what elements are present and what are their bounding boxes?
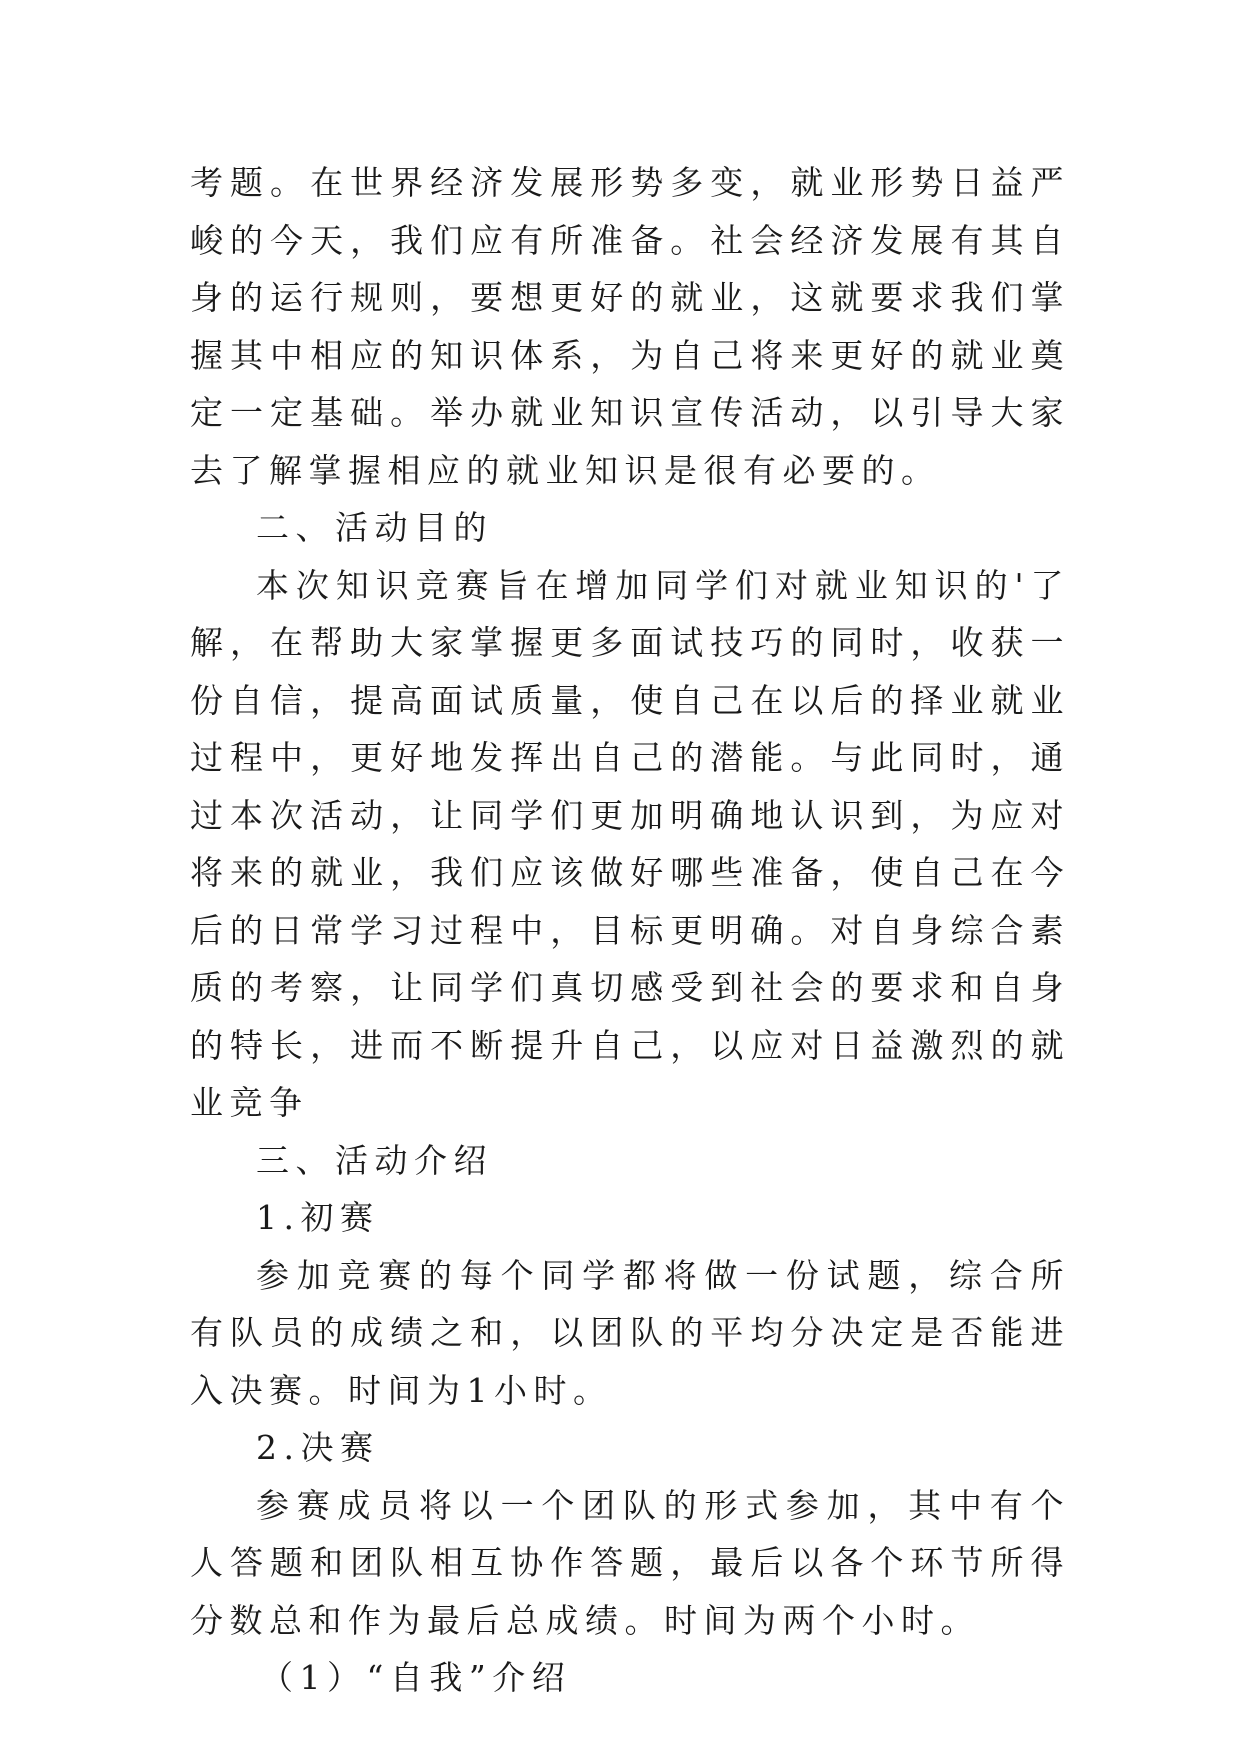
paragraph-final-round: 参赛成员将以一个团队的形式参加，其中有个人答题和团队相互协作答题，最后以各个环节所得分数总和作为最后总成绩。时间为两个小时。	[190, 1485, 1070, 1640]
document-body	[190, 154, 1070, 1707]
section-heading-activity-purpose: 二、活动目的	[256, 508, 493, 547]
subheading-preliminary-round: 1.初赛	[256, 1198, 380, 1237]
subheading-self-introduction: （1）“自我”介绍	[260, 1658, 572, 1697]
paragraph-activity-purpose: 本次知识竞赛旨在增加同学们对就业知识的'了解，在帮助大家掌握更多面试技巧的同时，收获一份自信，提高面试质量，使自己在以后的择业就业过程中，更好地发挥出自己的潜能。与此同时，通过本次活动，让同学们更加明确地认识到，为应对将来的就业，我们应该做好哪些准备，使自己在今后的日常学习过程中，目标更明确。对自身综合素质的考察，让同学们真切感受到社会的要求和自身的特长，进而不断提升自己，以应对日益激烈的就业竞争	[190, 565, 1070, 1122]
subheading-final-round: 2.决赛	[256, 1428, 380, 1467]
paragraph-preliminary-round: 参加竞赛的每个同学都将做一份试题，综合所有队员的成绩之和，以团队的平均分决定是否能进入决赛。时间为1小时。	[190, 1255, 1070, 1410]
section-heading-activity-introduction: 三、活动介绍	[256, 1140, 493, 1180]
paragraph-background-continued: 考题。在世界经济发展形势多变，就业形势日益严峻的今天，我们应有所准备。社会经济发展有其自身的运行规则，要想更好的就业，这就要求我们掌握其中相应的知识体系，为自己将来更好的就业奠定一定基础。举办就业知识宣传活动，以引导大家去了解掌握相应的就业知识是很有必要的。	[190, 163, 1070, 490]
